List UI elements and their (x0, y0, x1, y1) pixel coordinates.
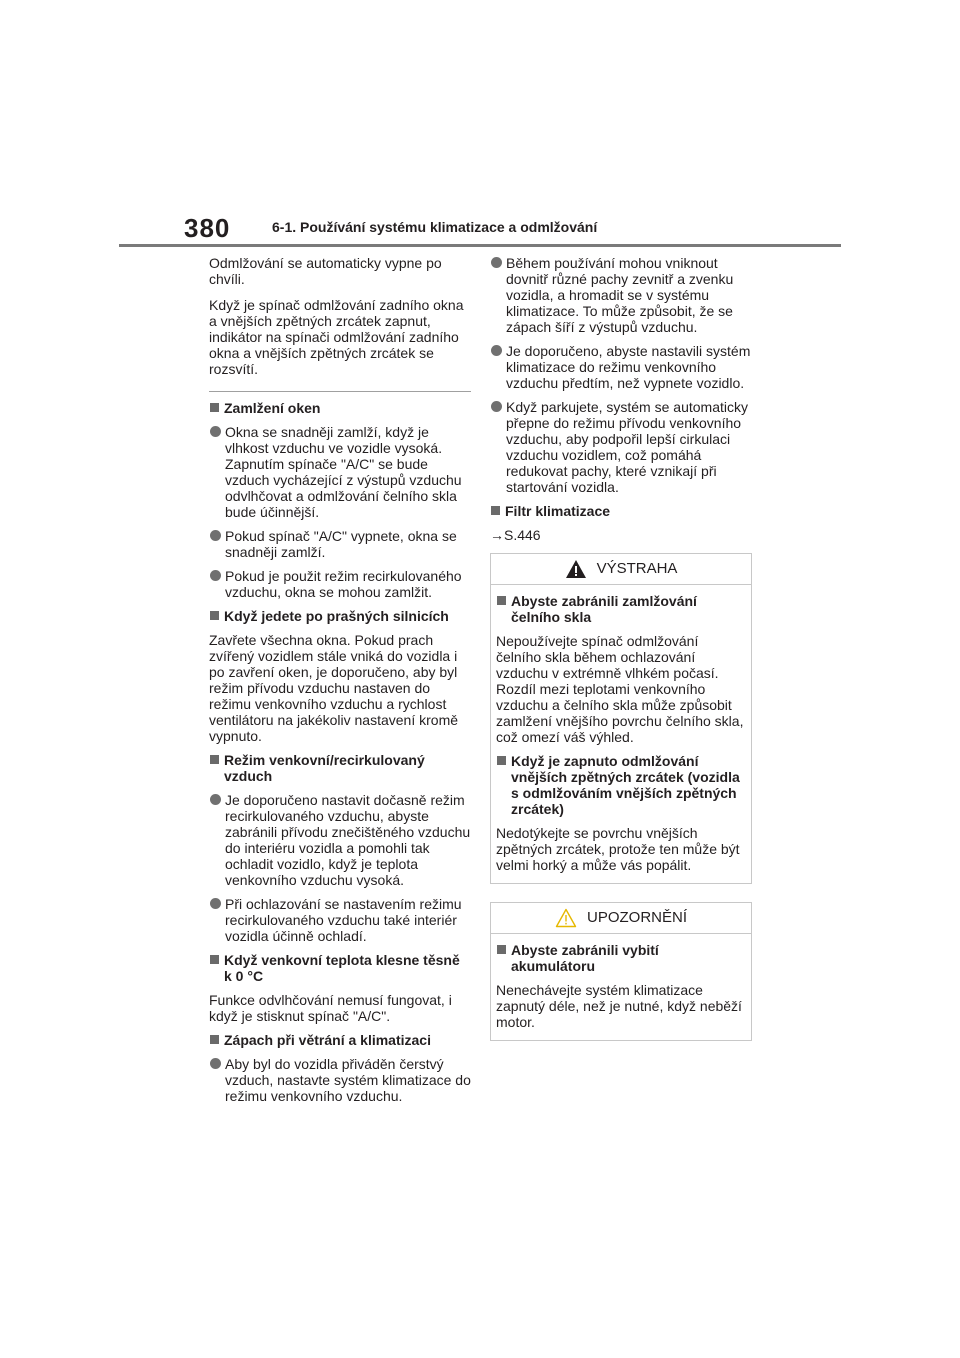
dusty-roads-heading: Když jedete po prašných silnicích (209, 608, 471, 624)
notice-item-text: Nenechávejte systém klimatizace zapnutý déle, než je nutné, když neběží motor. (496, 982, 742, 1030)
notice-item-heading: Abyste zabránili vybití akumulátoru (496, 942, 746, 974)
intro-paragraph: Když je spínač odmlžování zadního okna a vnějších zpětných zrcátek zapnut, indikátor na spínači odmlžování zadního okna a vnějších zpětných zrcátek se rozsvítí. (209, 297, 464, 377)
square-bullet-icon (210, 403, 219, 412)
section-divider (209, 391, 471, 392)
warning-box-body (491, 585, 751, 883)
circle-bullet-icon (210, 1058, 221, 1069)
notice-box (490, 902, 752, 1041)
square-bullet-icon (497, 756, 506, 765)
square-bullet-icon (491, 506, 500, 515)
list-item: Okna se snadněji zamlží, když je vlhkost vzduchu ve vozidle vysoká. Zapnutím spínače "A/C" se bude vzduch vycházející z výstupů vzduchu odvlhčovat a odmlžování čelního skla bude účinnější. (209, 424, 471, 520)
low-temp-text: Funkce odvlhčování nemusí fungovat, i když je stisknut spínač "A/C". (209, 992, 452, 1024)
list-item: Je doporučeno, abyste nastavili systém klimatizace do režimu venkovního vzduchu předtím, než vypnete vozidlo. (490, 343, 752, 391)
right-column (490, 255, 752, 1059)
circle-bullet-icon (491, 257, 502, 268)
warning-item-text: Nedotýkejte se povrchu vnějších zpětných zrcátek, protože ten může být velmi horký a může vás popálit. (496, 825, 740, 873)
left-column (209, 255, 471, 1112)
square-bullet-icon (210, 1035, 219, 1044)
list-item: Při ochlazování se nastavením režimu recirkulovaného vzduchu také interiér vozidla účinně ochladí. (209, 896, 471, 944)
notice-title: UPOZORNĚNÍ (586, 909, 687, 926)
low-temp-heading: Když venkovní teplota klesne těsně k 0 °C (209, 952, 471, 984)
circle-bullet-icon (210, 898, 221, 909)
list-item: Pokud je použit režim recirkulovaného vzduchu, okna se mohou zamlžit. (209, 568, 471, 600)
circle-bullet-icon (210, 570, 221, 581)
square-bullet-icon (210, 755, 219, 764)
square-bullet-icon (210, 955, 219, 964)
dusty-roads-text: Zavřete všechna okna. Pokud prach zvířený vozidlem stále vniká do vozidla i po zavření oken, je doporučeno, aby byl režim přívodu vzduchu nastaven do režimu venkovního vzduchu a rychlost ventilátoru na jakékoliv nastavení kromě vypnuto. (209, 632, 459, 744)
page-number: 380 (184, 213, 231, 243)
header-rule (119, 244, 841, 247)
square-bullet-icon (497, 596, 506, 605)
warning-title: VÝSTRAHA (596, 560, 678, 577)
warning-box (490, 553, 752, 884)
list-item: Je doporučeno nastavit dočasně režim recirkulovaného vzduchu, abyste zabránili přívodu znečištěného vzduchu do interiéru vozidla a pomohli tak ochladit vozidlo, když je teplota venkovního vzduchu vysoká. (209, 792, 471, 888)
list-item: Pokud spínač "A/C" vypnete, okna se snadněji zamlží. (209, 528, 471, 560)
circle-bullet-icon (491, 345, 502, 356)
circle-bullet-icon (210, 530, 221, 541)
list-item: Aby byl do vozidla přiváděn čerstvý vzduch, nastavte systém klimatizace do režimu venkovního vzduchu. (209, 1056, 471, 1104)
circle-bullet-icon (210, 426, 221, 437)
air-mode-heading: Režim venkovní/recirkulovaný vzduch (209, 752, 471, 784)
circle-bullet-icon (210, 794, 221, 805)
section-title: 6-1. Používání systému klimatizace a odmlžování (272, 219, 598, 235)
warning-triangle-icon (565, 559, 587, 579)
list-item: Když parkujete, systém se automaticky přepne do režimu přívodu venkovního vzduchu, aby podpořil lepší cirkulaci vzduchu vozidlem, což pomáhá redukovat pachy, které vznikají při startování vozidla. (490, 399, 752, 495)
filter-heading: Filtr klimatizace (490, 503, 752, 519)
odor-heading: Zápach při větrání a klimatizaci (209, 1032, 471, 1048)
caution-triangle-icon (555, 908, 577, 928)
warning-item-heading: Abyste zabránili zamlžování čelního skla (496, 593, 746, 625)
warning-box-header (491, 554, 751, 585)
square-bullet-icon (210, 611, 219, 620)
page-reference-link[interactable]: →S.446 (490, 527, 541, 543)
warning-item-text: Nepoužívejte spínač odmlžování čelního skla během ochlazování vzduchu v extrémně vlhkém počasí. Rozdíl mezi teplotami venkovního vzduchu a čelního skla může způsobit zamlžení vnějšího povrchu čelního skla, což omezí váš výhled. (496, 633, 744, 745)
fogging-heading: Zamlžení oken (209, 400, 471, 416)
square-bullet-icon (497, 945, 506, 954)
notice-box-header (491, 903, 751, 934)
list-item: Během používání mohou vniknout dovnitř různé pachy zevnitř a zvenku vozidla, a hromadit se v systému klimatizace. To může způsobit, že se zápach šíří z výstupů vzduchu. (490, 255, 752, 335)
intro-paragraph: Odmlžování se automaticky vypne po chvíli. (209, 255, 442, 287)
warning-item-heading: Když je zapnuto odmlžování vnějších zpětných zrcátek (vozidla s odmlžováním vnějších zpětných zrcátek) (496, 753, 746, 817)
circle-bullet-icon (491, 401, 502, 412)
notice-box-body (491, 934, 751, 1040)
